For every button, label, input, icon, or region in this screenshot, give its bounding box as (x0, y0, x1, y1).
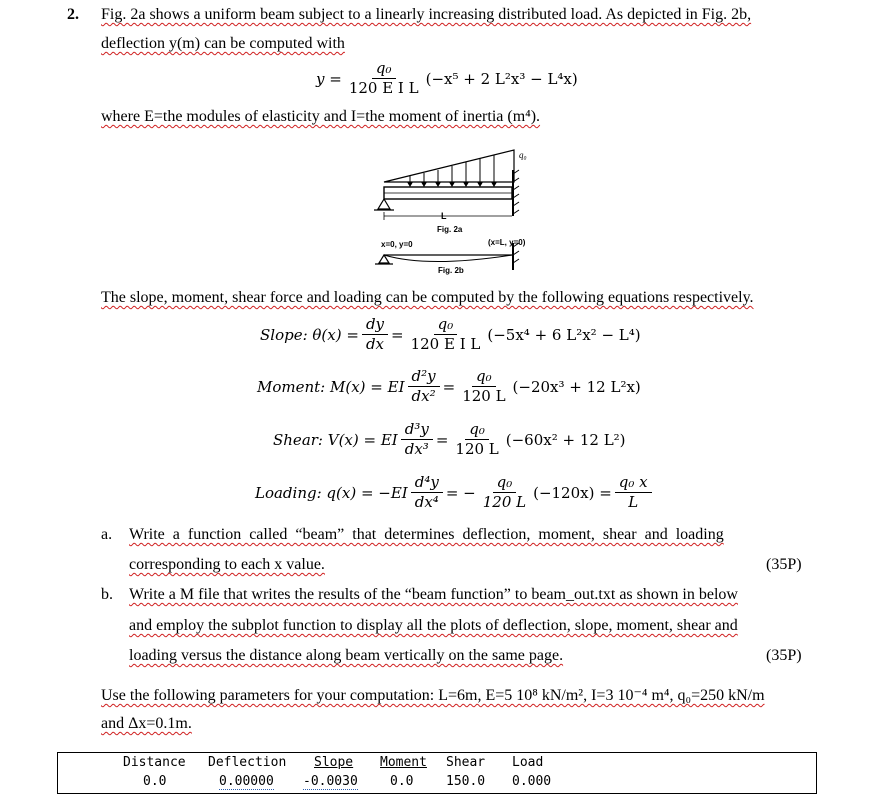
shear-d-num: d³y (401, 421, 433, 440)
output-header-load: Load (512, 755, 544, 770)
params-line-1: Use the following parameters for your computation: L=6m, E=5 10⁸ kN/m², I=3 10⁻⁴ m⁴, q₀=250 kN/m (101, 687, 765, 704)
output-header-deflection: Deflection (208, 755, 287, 770)
loading-d-num: d⁴y (411, 474, 443, 493)
output-header-moment: Moment (380, 755, 427, 770)
deflection-rhs: (−x⁵ + 2 L²x³ − L⁴x) (425, 69, 578, 88)
pin-support-2a (378, 199, 390, 209)
part-b-points: (35P) (766, 647, 802, 664)
length-label: L (441, 211, 447, 221)
loading-equation (255, 474, 655, 511)
moment-d-num: d²y (408, 368, 440, 387)
loading-eq: = − (445, 483, 476, 502)
output-cell-slope: -0.0030 (303, 774, 358, 789)
loading-den: 120 L (482, 493, 527, 511)
slope-den: 120 E I L (410, 335, 481, 353)
shear-equation: Shear: V(x) = EI $\frac{\text{d³y}}{\text{dx³}}$ = $\frac{\text{q₀}}{120 L}$ (−60x² + 12 L²) (273, 420, 626, 458)
fig2b-caption: Fig. 2b (438, 266, 464, 275)
moment-num: q₀ (472, 368, 496, 387)
slope-intro: The slope, moment, shear force and loading can be computed by the following equations respectively. (101, 289, 754, 306)
moment-rhs: (−20x³ + 12 L²x) (512, 377, 641, 396)
right-boundary-condition: (x=L, y=0) (488, 238, 526, 247)
intro-line-1: Fig. 2a shows a uniform beam subject to a linearly increasing distributed load. As depicted in Fig. 2b, (101, 6, 752, 23)
fig2a-caption: Fig. 2a (437, 225, 463, 234)
loading-den2: L (628, 493, 639, 511)
load-label: q₀ (519, 150, 527, 160)
part-a-line-1: Write a function called “beam” that determines deflection, moment, shear and loading (129, 526, 724, 543)
output-cell-shear: 150.0 (446, 774, 486, 789)
loading-mid: (−120x) = (533, 483, 612, 502)
output-header-slope: Slope (314, 755, 354, 770)
output-header-distance: Distance (123, 755, 186, 770)
slope-equation: Slope: θ(x) = $\frac{dy}{dx}$ = $\frac{\text{q₀}}{\text{120 E I L}}$ (−5x⁴ + 6 L²x² − L⁴) (260, 315, 641, 353)
params-line-2: and Δx=0.1m. (101, 715, 192, 732)
moment-d-den: dx² (411, 387, 436, 405)
loading-num: q₀ (493, 474, 517, 493)
moment-label: Moment: M(x) = EI (257, 377, 405, 396)
output-cell-deflection: 0.00000 (219, 774, 274, 789)
left-boundary-condition: x=0, y=0 (381, 240, 413, 249)
where-line: where E=the modules of elasticity and I=the moment of inertia (m⁴). (101, 108, 541, 125)
beam-figure (368, 140, 528, 280)
part-b-line-3: loading versus the distance along beam vertically on the same page. (129, 647, 564, 664)
moment-den: 120 L (462, 387, 506, 405)
slope-d-den: dx (365, 335, 384, 353)
part-a-points: (35P) (766, 556, 802, 573)
shear-d-den: dx³ (404, 440, 429, 458)
slope-rhs: (−5x⁴ + 6 L²x² − L⁴) (487, 325, 641, 344)
deflection-den: 120 E I L (348, 79, 419, 97)
output-cell-moment: 0.0 (390, 774, 414, 789)
slope-num: q₀ (434, 316, 458, 335)
deflection-num: q₀ (372, 60, 396, 79)
slope-d-num: dy (362, 316, 388, 335)
intro-line-2: deflection y(m) can be computed with (101, 35, 345, 52)
loading-num2: q₀ x (615, 474, 652, 493)
loading-label: Loading: q(x) = −EI (255, 483, 408, 502)
output-cell-distance: 0.0 (143, 774, 167, 789)
load-arrows (410, 155, 494, 186)
deflection-curve (384, 255, 512, 262)
shear-num: q₀ (465, 421, 489, 440)
slope-label: Slope: θ(x) = (260, 325, 359, 344)
output-header-shear: Shear (446, 755, 486, 770)
part-a-letter: a. (101, 526, 113, 543)
part-b-line-2: and employ the subplot function to display all the plots of deflection, slope, moment, shear and (129, 617, 738, 634)
shear-rhs: (−60x² + 12 L²) (505, 430, 626, 449)
loading-d-den: dx⁴ (414, 493, 439, 511)
output-cell-load: 0.000 (512, 774, 552, 789)
moment-equation: Moment: M(x) = EI $\frac{\text{d²y}}{\text{dx²}}$ = $\frac{\text{q₀}}{120 L}$ (−20x³ + 12 L²x) (257, 367, 641, 405)
deflection-equation (316, 60, 578, 97)
shear-label: Shear: V(x) = EI (273, 430, 398, 449)
problem-number: 2. (67, 6, 79, 23)
deflection-lhs: y = (316, 69, 342, 88)
shear-den: 120 L (455, 440, 499, 458)
part-b-letter: b. (101, 586, 113, 603)
part-b-line-1: Write a M file that writes the results of the “beam function” to beam_out.txt as shown in below (129, 586, 738, 603)
part-a-line-2: corresponding to each x value. (129, 556, 325, 573)
